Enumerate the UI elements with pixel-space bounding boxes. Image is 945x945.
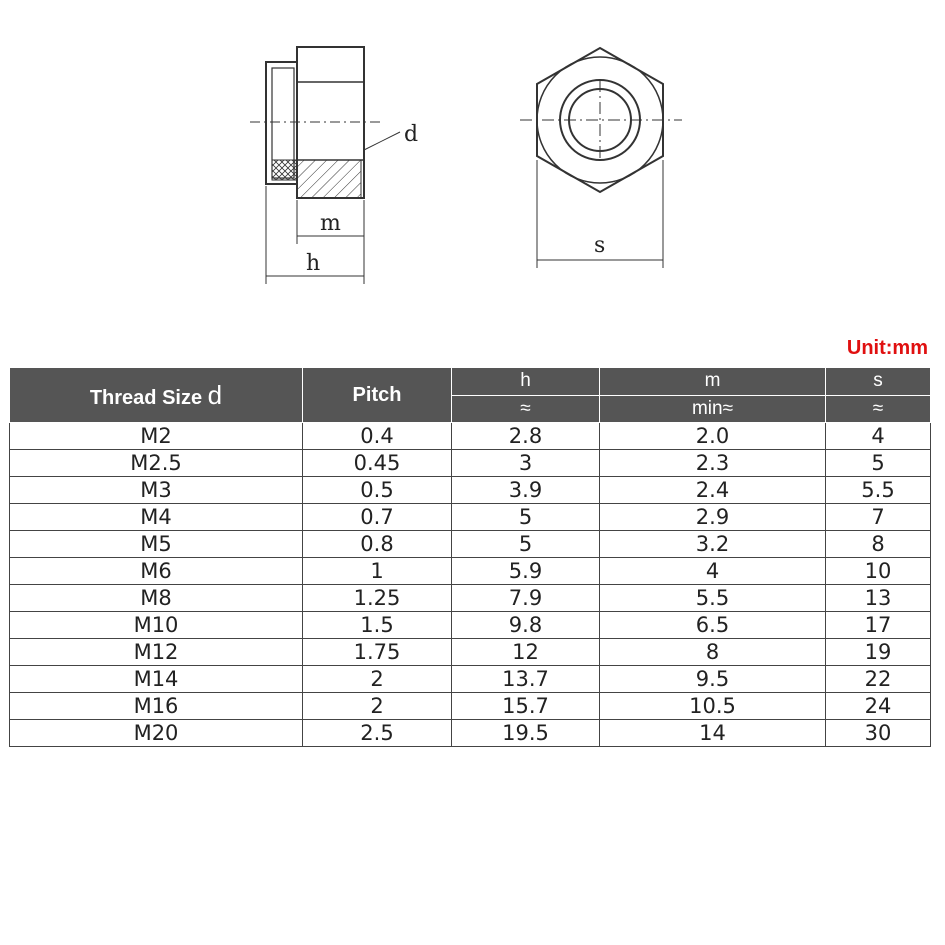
cell-pitch: 0.7 [303,504,452,531]
cell-thread-size: M16 [10,693,303,720]
cell-h: 19.5 [452,720,600,747]
thread-section-hatch [297,160,361,198]
cell-m: 10.5 [600,693,826,720]
header-m: m [600,368,826,396]
cell-pitch: 2.5 [303,720,452,747]
nut-drawing [0,0,945,320]
cell-s: 8 [826,531,931,558]
cell-s: 13 [826,585,931,612]
header-s-sub: ≈ [826,395,931,423]
cell-h: 12 [452,639,600,666]
cell-h: 9.8 [452,612,600,639]
table-row [10,531,931,558]
cell-m: 2.9 [600,504,826,531]
table-row [10,558,931,585]
cell-m: 2.4 [600,477,826,504]
cell-s: 5.5 [826,477,931,504]
cell-thread-size: M4 [10,504,303,531]
cell-pitch: 0.45 [303,450,452,477]
cell-m: 8 [600,639,826,666]
cell-pitch: 1.75 [303,639,452,666]
cell-thread-size: M20 [10,720,303,747]
header-h-sub: ≈ [452,395,600,423]
cell-m: 5.5 [600,585,826,612]
d-label: d [404,122,419,147]
cell-pitch: 2 [303,693,452,720]
cell-m: 4 [600,558,826,585]
cell-h: 13.7 [452,666,600,693]
table-row [10,423,931,450]
cell-s: 10 [826,558,931,585]
cell-thread-size: M2 [10,423,303,450]
thread-size-label: Thread Size [89,386,203,409]
cell-thread-size: M12 [10,639,303,666]
cell-thread-size: M10 [10,612,303,639]
header-thread-size [10,368,303,423]
unit-label: Unit:mm [846,337,928,359]
cell-thread-size: M6 [10,558,303,585]
h-label: h [306,251,321,276]
cell-h: 15.7 [452,693,600,720]
table-row [10,612,931,639]
cell-thread-size: M14 [10,666,303,693]
cell-s: 7 [826,504,931,531]
table-row [10,477,931,504]
cell-m: 9.5 [600,666,826,693]
thread-size-symbol: d [207,379,223,410]
cell-s: 24 [826,693,931,720]
cell-h: 5 [452,531,600,558]
header-pitch: Pitch [303,368,452,423]
side-view [250,47,400,284]
cell-m: 2.3 [600,450,826,477]
spec-table [9,367,931,747]
table-row [10,450,931,477]
cell-s: 19 [826,639,931,666]
table-row [10,585,931,612]
table-row [10,666,931,693]
cell-s: 30 [826,720,931,747]
table-row [10,504,931,531]
table-row [10,693,931,720]
m-label: m [320,211,341,236]
cell-h: 3.9 [452,477,600,504]
cell-thread-size: M2.5 [10,450,303,477]
cell-pitch: 0.8 [303,531,452,558]
cell-m: 2.0 [600,423,826,450]
cell-s: 5 [826,450,931,477]
s-label: s [594,233,606,258]
cell-h: 2.8 [452,423,600,450]
d-leader [364,132,400,150]
cell-thread-size: M5 [10,531,303,558]
header-m-sub: min≈ [600,395,826,423]
cell-thread-size: M8 [10,585,303,612]
cell-pitch: 1.5 [303,612,452,639]
cell-thread-size: M3 [10,477,303,504]
header-h: h [452,368,600,396]
cell-h: 5.9 [452,558,600,585]
cell-m: 6.5 [600,612,826,639]
table-row [10,639,931,666]
cell-h: 3 [452,450,600,477]
cell-m: 3.2 [600,531,826,558]
cell-h: 5 [452,504,600,531]
cell-s: 17 [826,612,931,639]
cell-s: 22 [826,666,931,693]
cell-pitch: 1 [303,558,452,585]
header-s: s [826,368,931,396]
insert-section-hatch [272,160,297,180]
cell-pitch: 2 [303,666,452,693]
cell-m: 14 [600,720,826,747]
cell-pitch: 0.4 [303,423,452,450]
cell-pitch: 0.5 [303,477,452,504]
cell-s: 4 [826,423,931,450]
cell-pitch: 1.25 [303,585,452,612]
table-row [10,720,931,747]
cell-h: 7.9 [452,585,600,612]
